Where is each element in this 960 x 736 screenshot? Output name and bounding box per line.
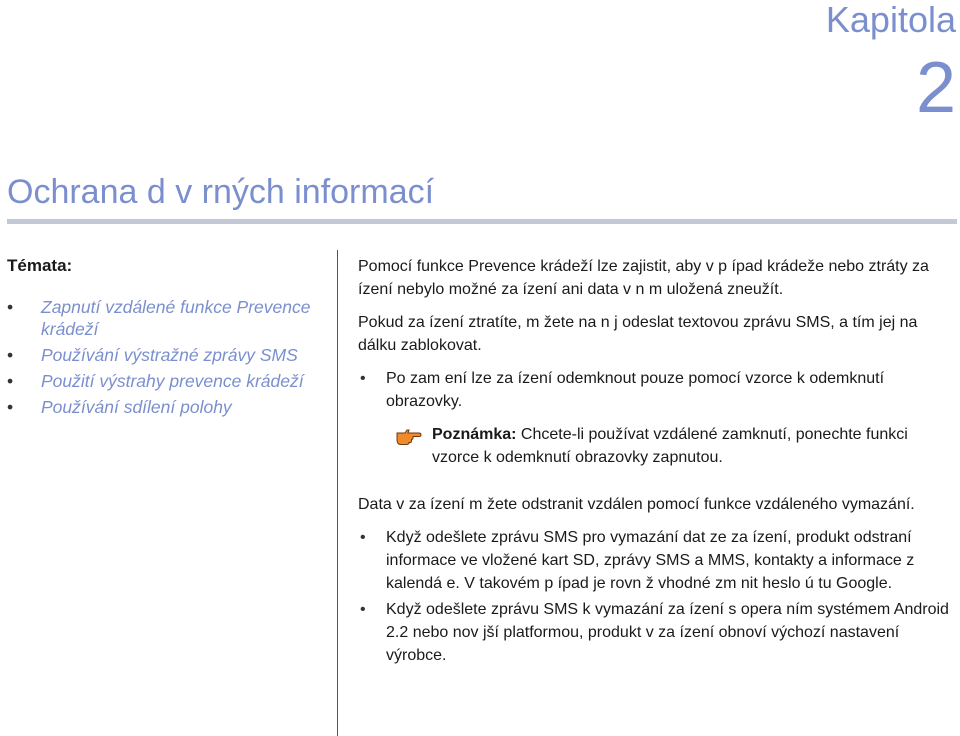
wipe-bullets: [358, 526, 956, 667]
lock-bullets: [358, 367, 956, 413]
bullet-item: • Po zam ení lze za ízení odemknout pouze pomocí vzorce k odemknutí obrazovky.: [358, 367, 956, 413]
topic-item[interactable]: • Použití výstrahy prevence krádeží: [7, 370, 332, 392]
topic-item[interactable]: • Používání sdílení polohy: [7, 396, 332, 418]
intro-paragraph: Pomocí funkce Prevence krádeží lze zajistit, aby v p ípad krádeže nebo ztráty za ízení nebylo možné za ízení ani data v n m uložená zneužít.: [358, 258, 929, 298]
column-divider: [337, 250, 338, 736]
chapter-label: Kapitola: [825, 0, 956, 40]
note-label: Poznámka:: [432, 426, 517, 443]
remote-lock-paragraph: Pokud za ízení ztratíte, m žete na n j odeslat textovou zprávu SMS, a tím jej na dálku zablokovat.: [358, 314, 918, 354]
remote-wipe-paragraph: Data v za ízení m žete odstranit vzdálen pomocí funkce vzdáleného vymazání.: [358, 496, 915, 513]
title-divider: [7, 219, 957, 224]
main-content: [358, 255, 956, 677]
page-title: Ochrana d v rných informací: [7, 173, 435, 211]
topic-item[interactable]: • Používání výstražné zprávy SMS: [7, 344, 332, 366]
chapter-number: 2: [915, 48, 956, 128]
bullet-item: • Když odešlete zprávu SMS k vymazání za ízení s opera ním systémem Android 2.2 nebo nov jší platformou, produkt v za ízení obnoví výchozí nastavení výrobce.: [358, 598, 956, 667]
topic-item[interactable]: • Zapnutí vzdálené funkce Prevence krádeží: [7, 296, 332, 340]
note-box: [358, 423, 956, 469]
pointing-hand-icon: [396, 427, 422, 445]
bullet-item: • Když odešlete zprávu SMS pro vymazání dat ze za ízení, produkt odstraní informace ve vložené kart SD, zprávy SMS a MMS, kontakty a informace z kalendá e. V takovém p ípad je rovn ž vhodné zm nit heslo ú tu Google.: [358, 526, 956, 595]
topics-list: [7, 296, 332, 422]
topics-heading: Témata:: [7, 256, 73, 275]
note-text: Chcete-li používat vzdálené zamknutí, ponechte funkci vzorce k odemknutí obrazovky zapnutou.: [432, 426, 908, 466]
